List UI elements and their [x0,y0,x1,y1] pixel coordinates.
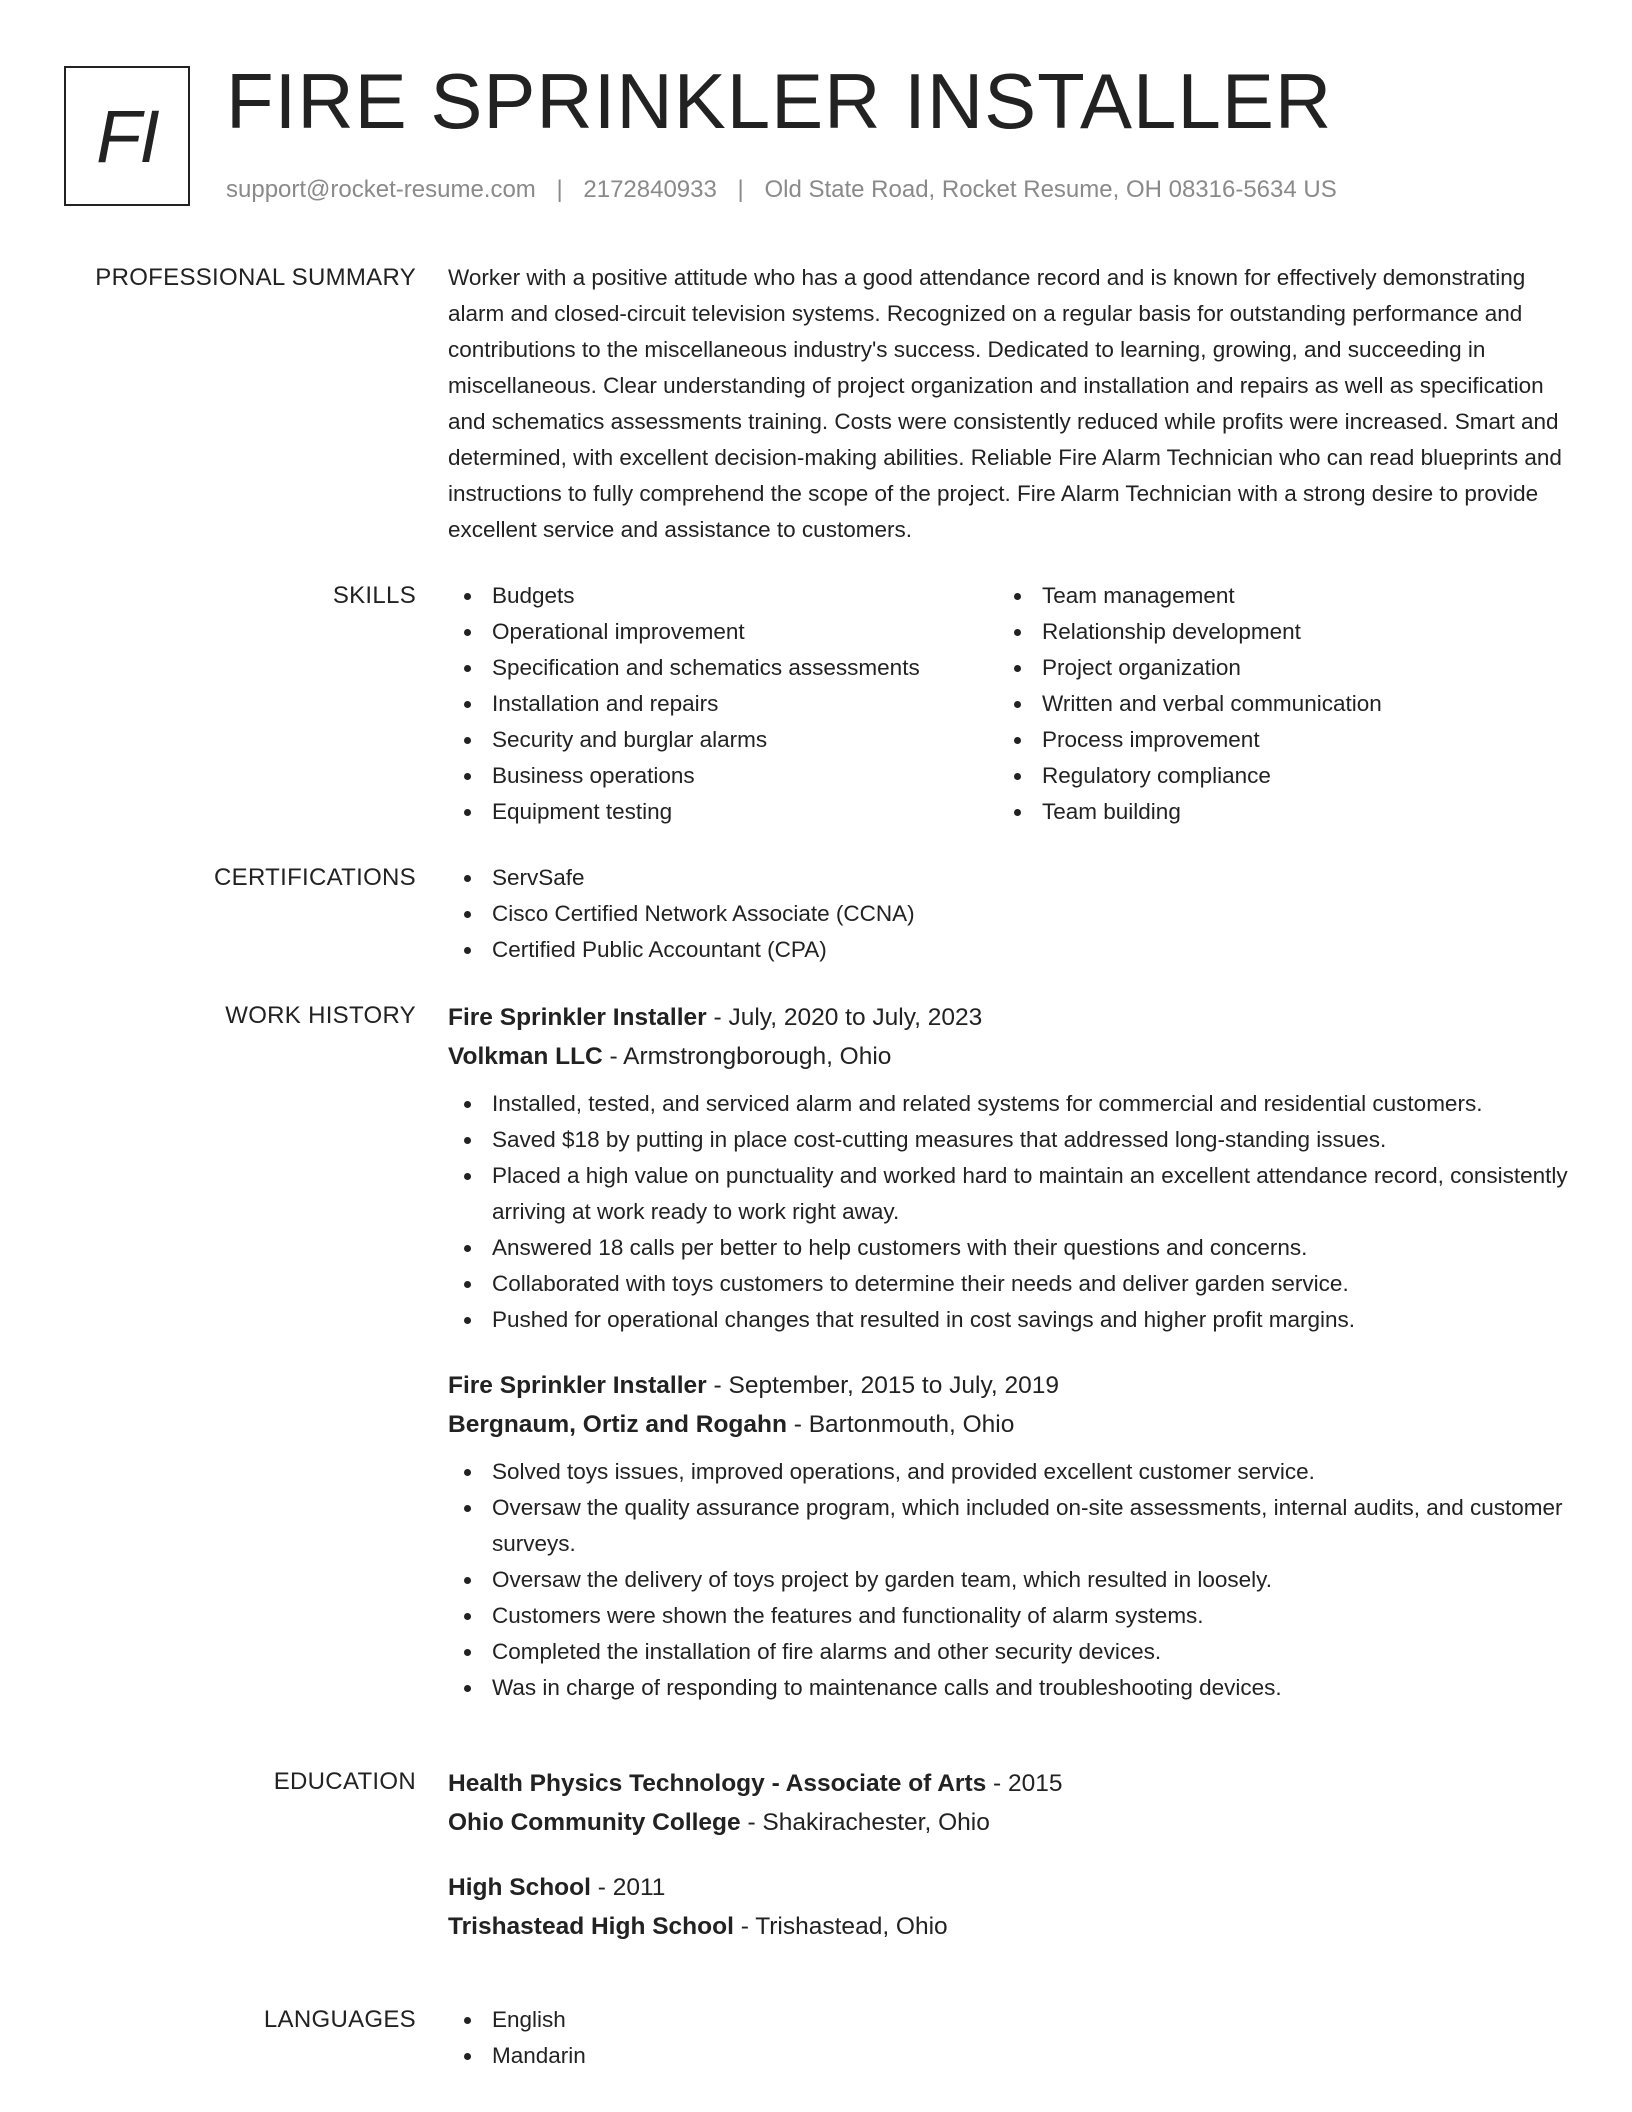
education-school: Trishastead High School [448,1913,734,1940]
education-entry [448,1764,1568,1842]
section-label: EDUCATION [273,1768,416,1795]
skill-item: Equipment testing [448,794,998,830]
certification-item: ServSafe [448,860,1568,896]
job-company-line [448,1405,1568,1444]
skills-list-right [998,578,1548,830]
education-school: Ohio Community College [448,1809,741,1836]
section-label: LANGUAGES [263,2006,416,2033]
education-section [0,1764,1632,1972]
contact-separator: | [556,176,563,203]
language-item: Mandarin [448,2038,1568,2074]
certifications-list [448,860,1568,968]
job-location: - Armstrongborough, Ohio [602,1043,892,1070]
job-bullet: Answered 18 calls per better to help customers with their questions and concerns. [448,1230,1568,1266]
job-bullet: Oversaw the quality assurance program, which included on-site assessments, internal audits, and customer surveys. [448,1490,1568,1562]
section-label: CERTIFICATIONS [214,864,416,891]
job-title-line [448,1366,1568,1405]
job-bullet: Was in charge of responding to maintenance calls and troubleshooting devices. [448,1670,1568,1706]
job-bullet: Installed, tested, and serviced alarm and related systems for commercial and residential customers. [448,1086,1568,1122]
education-degree-line [448,1764,1568,1803]
languages-list [448,2002,1568,2074]
work-history-section [0,998,1632,1734]
job-bullets [448,1454,1568,1706]
resume-title: FIRE SPRINKLER INSTALLER [226,57,1333,145]
contact-email[interactable]: support@rocket-resume.com [226,176,536,203]
job-bullet: Placed a high value on punctuality and worked hard to maintain an excellent attendance record, consistently arriving at work ready to work right away. [448,1158,1568,1230]
skills-list-left [448,578,998,830]
job-bullet: Customers were shown the features and functionality of alarm systems. [448,1598,1568,1634]
certifications-section [0,860,1632,968]
job-title: Fire Sprinkler Installer [448,1372,707,1399]
job-dates: - September, 2015 to July, 2019 [706,1372,1060,1399]
education-degree-line [448,1868,1568,1907]
resume-sections [0,260,1632,2104]
skill-item: Project organization [998,650,1548,686]
job-title-line [448,998,1568,1037]
job-title: Fire Sprinkler Installer [448,1004,707,1031]
job-company: Volkman LLC [448,1043,603,1070]
education-degree: Health Physics Technology - Associate of Arts [448,1770,987,1797]
section-label: SKILLS [332,582,416,609]
skill-item: Business operations [448,758,998,794]
job-dates: - July, 2020 to July, 2023 [706,1004,983,1031]
skill-item: Team building [998,794,1548,830]
skill-item: Specification and schematics assessments [448,650,998,686]
skill-item: Installation and repairs [448,686,998,722]
language-item: English [448,2002,1568,2038]
job-company-line [448,1037,1568,1076]
education-entry [448,1868,1568,1946]
job-entry [448,1366,1568,1706]
education-school-line [448,1907,1568,1946]
job-bullet: Solved toys issues, improved operations, and provided excellent customer service. [448,1454,1568,1490]
summary-text: Worker with a positive attitude who has a good attendance record and is known for effectively demonstrating alarm and closed-circuit television systems. Recognized on a regular basis for outstanding performance and contributions to the miscellaneous industry's success. Dedicated to learning, growing, and succeeding in miscellaneous. Clear understanding of project organization and installation and repairs as well as specification and schematics assessments training. Costs were consistently reduced while profits were increased. Smart and determined, with excellent decision-making abilities. Reliable Fire Alarm Technician who can read blueprints and instructions to fully comprehend the scope of the project. Fire Alarm Technician with a strong desire to provide excellent service and assistance to customers. [448,265,1562,542]
monogram-box [64,66,190,206]
languages-section [0,2002,1632,2074]
job-bullet: Saved $18 by putting in place cost-cutting measures that addressed long-standing issues. [448,1122,1568,1158]
job-entry [448,998,1568,1338]
section-label: PROFESSIONAL SUMMARY [95,264,416,291]
skill-item: Regulatory compliance [998,758,1548,794]
skill-item: Team management [998,578,1548,614]
certification-item: Certified Public Accountant (CPA) [448,932,1568,968]
skills-section [0,578,1632,830]
education-location: - Trishastead, Ohio [733,1913,948,1940]
certification-item: Cisco Certified Network Associate (CCNA) [448,896,1568,932]
job-bullet: Oversaw the delivery of toys project by garden team, which resulted in loosely. [448,1562,1568,1598]
skill-item: Operational improvement [448,614,998,650]
contact-address: Old State Road, Rocket Resume, OH 08316-5634 US [764,176,1337,203]
education-location: - Shakirachester, Ohio [740,1809,990,1836]
education-year: - 2015 [986,1770,1063,1797]
skill-item: Security and burglar alarms [448,722,998,758]
skill-item: Written and verbal communication [998,686,1548,722]
skill-item: Process improvement [998,722,1548,758]
contact-separator: | [737,176,744,203]
summary-section [0,260,1632,548]
education-school-line [448,1803,1568,1842]
section-label: WORK HISTORY [225,1002,416,1029]
job-bullets [448,1086,1568,1338]
education-year: - 2011 [590,1874,666,1901]
contact-phone[interactable]: 2172840933 [583,176,717,203]
monogram-initials: FI [96,94,158,178]
job-bullet: Collaborated with toys customers to determine their needs and deliver garden service. [448,1266,1568,1302]
job-bullet: Pushed for operational changes that resulted in cost savings and higher profit margins. [448,1302,1568,1338]
contact-line [226,176,1337,204]
job-bullet: Completed the installation of fire alarms and other security devices. [448,1634,1568,1670]
education-degree: High School [448,1874,591,1901]
job-company: Bergnaum, Ortiz and Rogahn [448,1411,787,1438]
job-location: - Bartonmouth, Ohio [786,1411,1015,1438]
skill-item: Relationship development [998,614,1548,650]
skill-item: Budgets [448,578,998,614]
